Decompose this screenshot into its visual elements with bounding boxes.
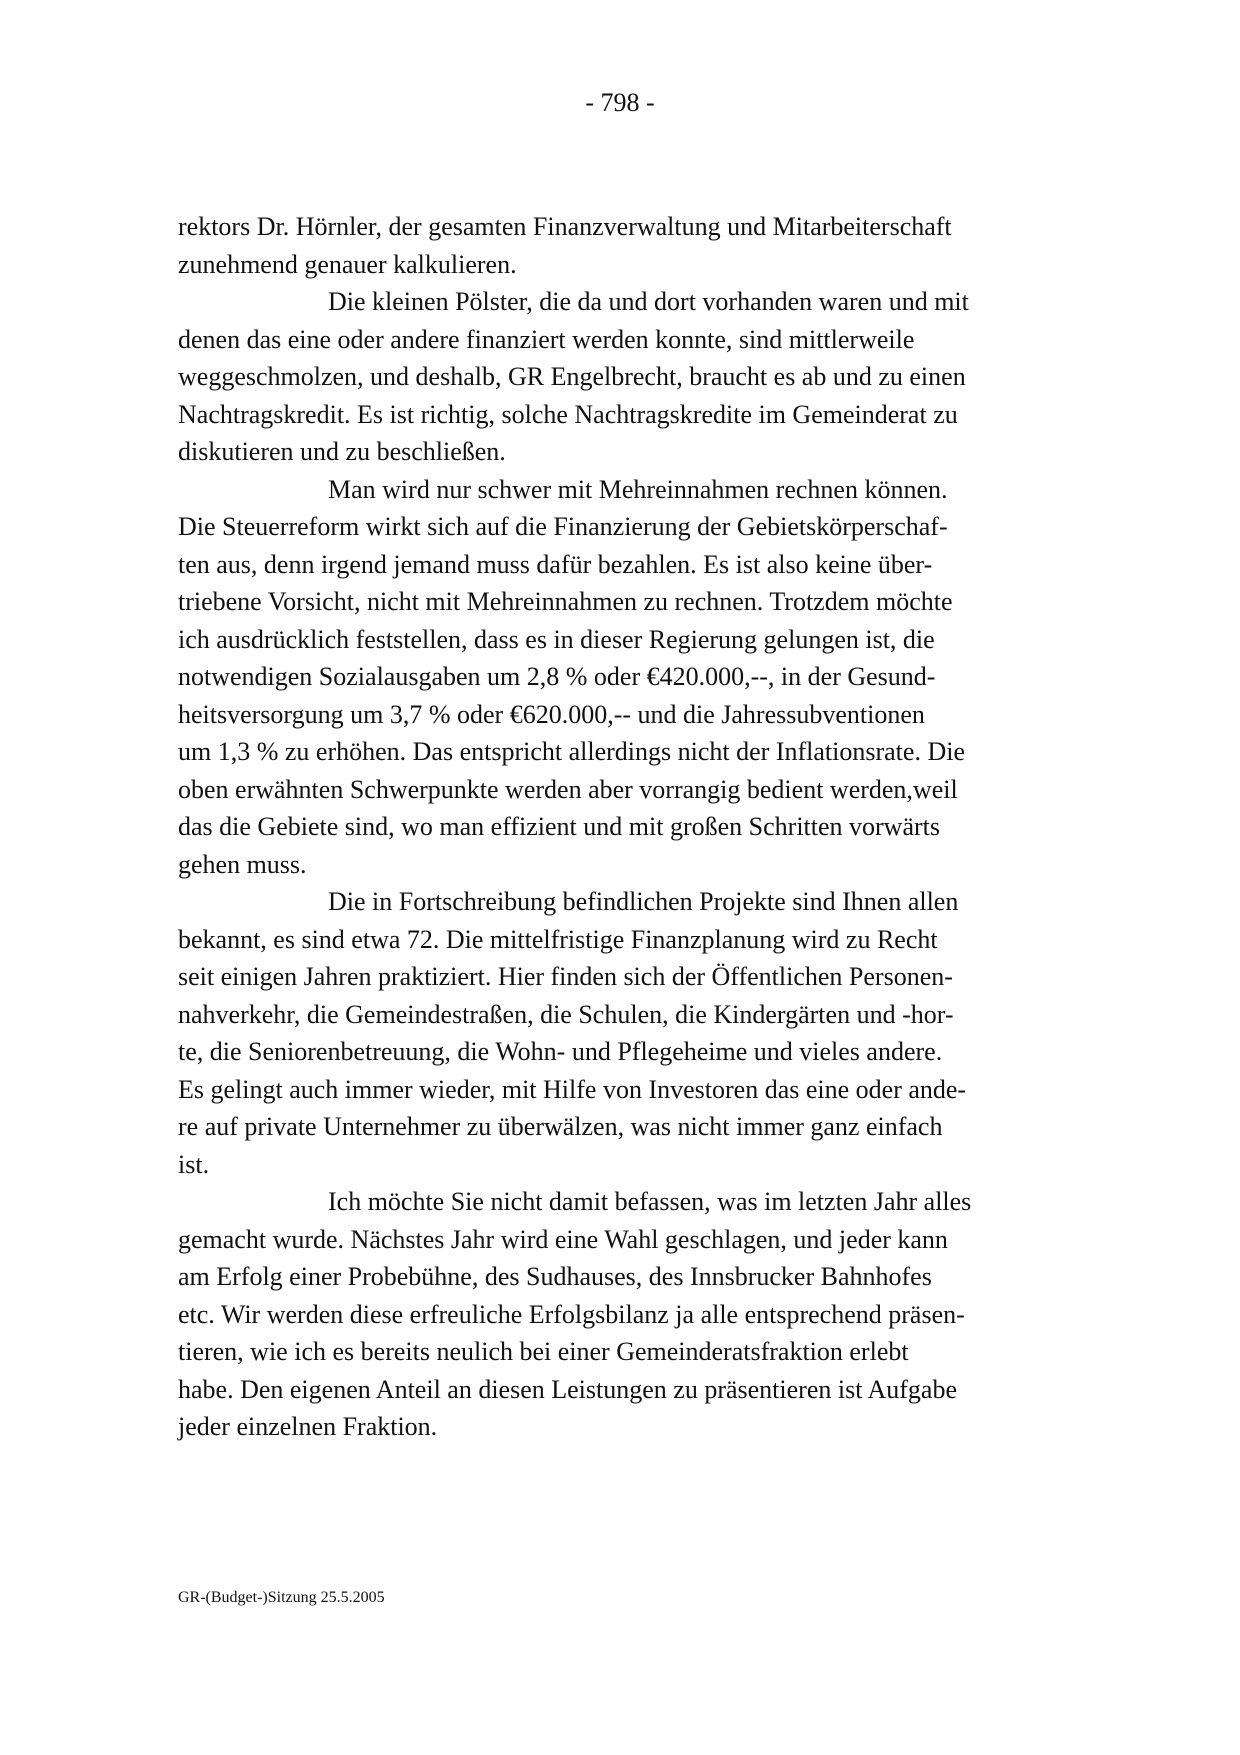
- text-line: bekannt, es sind etwa 72. Die mittelfristige Finanzplanung wird zu Recht: [178, 924, 938, 954]
- text-line: ist.: [178, 1149, 210, 1179]
- text-line: Die kleinen Pölster, die da und dort vorhanden waren und mit: [328, 287, 969, 316]
- text-line: ten aus, denn irgend jemand muss dafür bezahlen. Es ist also keine über-: [178, 549, 933, 579]
- text-line: Ich möchte Sie nicht damit befassen, was im letzten Jahr alles: [328, 1187, 972, 1216]
- text-line: rektors Dr. Hörnler, der gesamten Finanzverwaltung und Mitarbeiterschaft: [178, 212, 952, 241]
- text-line: heitsversorgung um 3,7 % oder €620.000,-- und die Jahressubventionen: [178, 699, 925, 729]
- text-line: Es gelingt auch immer wieder, mit Hilfe von Investoren das eine oder ande-: [178, 1074, 967, 1104]
- paragraph-5: [178, 1183, 1073, 1446]
- text-line: Man wird nur schwer mit Mehreinnahmen rechnen können.: [328, 474, 948, 504]
- text-line: Die Steuerreform wirkt sich auf die Finanzierung der Gebietskörperschaf-: [178, 512, 948, 541]
- document-body: [178, 208, 1073, 1446]
- text-line: gehen muss.: [178, 849, 307, 879]
- text-line: re auf private Unternehmer zu überwälzen, was nicht immer ganz einfach: [178, 1112, 943, 1141]
- text-line: am Erfolg einer Probebühne, des Sudhauses, des Innsbrucker Bahnhofes: [178, 1262, 932, 1291]
- text-line: etc. Wir werden diese erfreuliche Erfolgsbilanz ja alle entsprechend präsen-: [178, 1299, 965, 1329]
- paragraph-1: [178, 208, 1073, 283]
- paragraph-4: [178, 883, 1073, 1183]
- text-line: notwendigen Sozialausgaben um 2,8 % oder €420.000,--, in der Gesund-: [178, 662, 936, 691]
- text-line: jeder einzelnen Fraktion.: [178, 1412, 438, 1441]
- text-line: nahverkehr, die Gemeindestraßen, die Schulen, die Kindergärten und -hor-: [178, 999, 954, 1029]
- text-line: um 1,3 % zu erhöhen. Das entspricht allerdings nicht der Inflationsrate. Die: [178, 737, 965, 766]
- text-line: habe. Den eigenen Anteil an diesen Leistungen zu präsentieren ist Aufgabe: [178, 1374, 958, 1404]
- text-line: das die Gebiete sind, wo man effizient und mit großen Schritten vorwärts: [178, 812, 940, 841]
- text-line: zunehmend genauer kalkulieren.: [178, 249, 517, 279]
- text-line: triebene Vorsicht, nicht mit Mehreinnahmen zu rechnen. Trotzdem möchte: [178, 587, 953, 616]
- text-line: gemacht wurde. Nächstes Jahr wird eine Wahl geschlagen, und jeder kann: [178, 1224, 948, 1254]
- paragraph-2: [178, 283, 1073, 471]
- text-line: ich ausdrücklich feststellen, dass es in dieser Regierung gelungen ist, die: [178, 624, 935, 654]
- text-line: Die in Fortschreibung befindlichen Projekte sind Ihnen allen: [328, 887, 959, 916]
- text-line: Nachtragskredit. Es ist richtig, solche Nachtragskredite im Gemeinderat zu: [178, 399, 958, 429]
- text-line: oben erwähnten Schwerpunkte werden aber vorrangig bedient werden,weil: [178, 774, 958, 804]
- text-line: weggeschmolzen, und deshalb, GR Engelbrecht, braucht es ab und zu einen: [178, 362, 966, 391]
- text-line: tieren, wie ich es bereits neulich bei einer Gemeinderatsfraktion erlebt: [178, 1337, 909, 1366]
- footer-session-label: GR-(Budget-)Sitzung 25.5.2005: [178, 1589, 385, 1606]
- paragraph-3: [178, 471, 1073, 884]
- text-line: te, die Seniorenbetreuung, die Wohn- und Pflegeheime und vieles andere.: [178, 1037, 943, 1066]
- text-line: diskutieren und zu beschließen.: [178, 437, 506, 466]
- text-line: seit einigen Jahren praktiziert. Hier finden sich der Öffentlichen Personen-: [178, 962, 953, 991]
- page-number: - 798 -: [585, 88, 655, 117]
- text-line: denen das eine oder andere finanziert werden konnte, sind mittlerweile: [178, 324, 915, 354]
